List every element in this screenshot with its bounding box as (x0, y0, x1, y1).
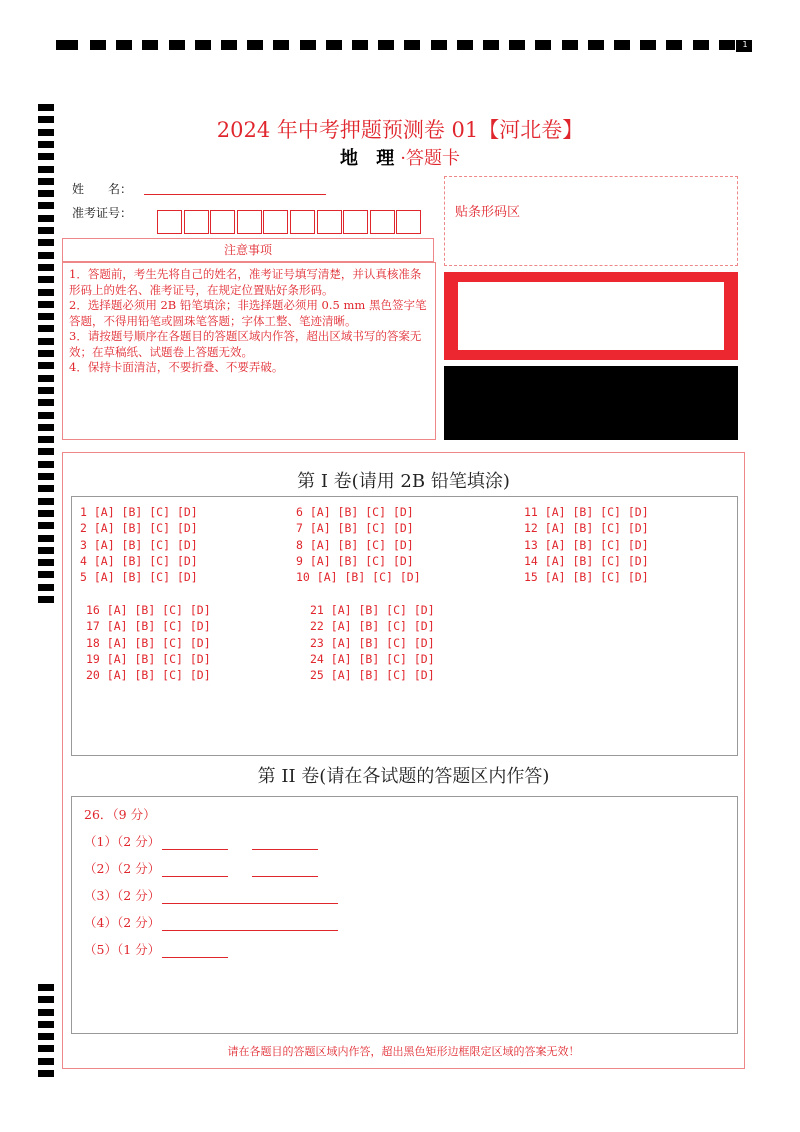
question-number: 22 (310, 619, 331, 634)
answer-options[interactable]: [A] [B] [C] [D] (309, 505, 414, 519)
timing-mark (457, 40, 473, 50)
choice-question[interactable] (524, 538, 649, 552)
choice-question[interactable] (80, 521, 198, 535)
question-number: 13 (524, 537, 545, 552)
red-frame-block (444, 272, 738, 360)
choice-question[interactable] (296, 521, 414, 535)
timing-mark (38, 313, 54, 320)
choice-question[interactable] (296, 554, 414, 568)
timing-mark (640, 40, 656, 50)
timing-mark (38, 448, 54, 455)
answer-blank[interactable] (162, 945, 228, 958)
timing-mark (38, 510, 54, 517)
timing-mark (38, 215, 54, 222)
timing-mark (38, 338, 54, 345)
answer-options[interactable]: [A] [B] [C] [D] (544, 553, 649, 568)
subject-line (0, 144, 800, 170)
answer-options[interactable]: [A] [B] [C] [D] (330, 603, 435, 617)
exam-title: 2024 年中考押题预测卷 01【河北卷】 (216, 118, 584, 142)
choice-question[interactable] (86, 652, 211, 666)
timing-mark (38, 473, 54, 480)
timing-mark (483, 40, 499, 50)
timing-mark (38, 984, 54, 991)
timing-mark (562, 40, 578, 50)
id-digit-box[interactable] (290, 210, 315, 234)
timing-mark (38, 1070, 54, 1077)
answer-blank[interactable] (162, 837, 228, 850)
question-number: 20 (86, 668, 107, 683)
choice-question[interactable] (296, 538, 414, 552)
question-number: 4 (80, 553, 94, 568)
timing-mark (614, 40, 630, 50)
part-label: （4）（2 分） (84, 915, 161, 930)
timing-mark (38, 190, 54, 197)
choice-question[interactable] (524, 505, 649, 519)
timing-mark (247, 40, 263, 50)
timing-mark (38, 350, 54, 357)
part-2 (84, 859, 318, 877)
answer-options[interactable]: [A] [B] [C] [D] (544, 521, 649, 536)
notice-item: 2．选择题必须用 2B 铅笔填涂；非选择题必须用 0.5 mm 黑色签字笔答题，不得用铅笔或圆珠笔答题；字体工整、笔迹清晰。 (69, 298, 427, 328)
notice-item: 4．保持卡面清洁，不要折叠、不要弄破。 (69, 360, 284, 374)
id-digit-box[interactable] (263, 210, 288, 234)
section2-title: 第 II 卷(请在各试题的答题区内作答) (257, 766, 550, 787)
question-number: 15 (524, 570, 545, 585)
question-26: 26．（9 分） (84, 807, 156, 822)
page-number: 1 (742, 40, 748, 49)
answer-options[interactable]: [A] [B] [C] [D] (106, 603, 211, 617)
timing-mark (38, 276, 54, 283)
question-number: 25 (310, 668, 331, 683)
answer-options[interactable]: [A] [B] [C] [D] (93, 570, 198, 585)
timing-mark (56, 40, 78, 50)
notice-box (62, 262, 436, 440)
notice-item: 1．答题前，考生先将自己的姓名，准考证号填写清楚，并认真核准条形码上的姓名、准考证号，在规定位置贴好条形码。 (69, 267, 422, 297)
id-digit-box[interactable] (317, 210, 342, 234)
answer-options[interactable]: [A] [B] [C] [D] (93, 505, 198, 519)
answer-blank[interactable] (252, 864, 318, 877)
notice-title: 注意事项 (62, 238, 434, 262)
timing-mark (38, 104, 54, 111)
timing-mark (38, 485, 54, 492)
answer-options[interactable]: [A] [B] [C] [D] (544, 570, 649, 585)
timing-mark (38, 1045, 54, 1052)
question-number: 19 (86, 651, 107, 666)
footer-warning: 请在各题目的答题区域内作答，超出黑色矩形边框限定区域的答案无效！ (227, 1045, 580, 1058)
timing-mark (693, 40, 709, 50)
answer-blank[interactable] (162, 864, 228, 877)
answer-blank[interactable] (162, 891, 338, 904)
timing-mark (221, 40, 237, 50)
barcode-label: 贴条形码区 (455, 205, 521, 220)
timing-mark (509, 40, 525, 50)
id-digit-box[interactable] (157, 210, 182, 234)
answer-options[interactable]: [A] [B] [C] [D] (309, 537, 414, 552)
timing-mark (38, 559, 54, 566)
timing-mark (719, 40, 735, 50)
timing-mark (38, 178, 54, 185)
question-number: 16 (86, 603, 107, 617)
choice-question[interactable] (80, 538, 198, 552)
choice-question[interactable] (80, 554, 198, 568)
timing-mark (38, 289, 54, 296)
part-1 (84, 832, 318, 850)
timing-mark (38, 252, 54, 259)
id-digit-box[interactable] (210, 210, 235, 234)
question-number: 5 (80, 570, 94, 585)
question-number: 10 (296, 570, 317, 585)
barcode-area (444, 176, 738, 266)
question-number: 1 (80, 505, 94, 519)
notice-item: 3．请按题号顺序在各题目的答题区域内作答，超出区域书写的答案无效；在草稿纸、试题卷上答题无效。 (69, 329, 422, 359)
choice-question[interactable] (524, 554, 649, 568)
timing-mark (38, 412, 54, 419)
answer-options[interactable]: [A] [B] [C] [D] (316, 570, 421, 585)
timing-mark (326, 40, 342, 50)
timing-mark (38, 436, 54, 443)
question-number: 9 (296, 553, 310, 568)
timing-mark (38, 535, 54, 542)
timing-mark (142, 40, 158, 50)
part-label: （2）（2 分） (84, 861, 161, 876)
answer-options[interactable]: [A] [B] [C] [D] (106, 619, 211, 634)
timing-mark (352, 40, 368, 50)
answer-options[interactable]: [A] [B] [C] [D] (330, 668, 435, 683)
id-digit-box[interactable] (396, 210, 421, 234)
answer-options[interactable]: [A] [B] [C] [D] (330, 651, 435, 666)
name-label: 姓 名： (72, 182, 133, 196)
choice-question[interactable] (86, 668, 211, 682)
part-label: （1）（2 分） (84, 834, 161, 849)
timing-mark (431, 40, 447, 50)
timing-mark (195, 40, 211, 50)
question-number: 23 (310, 635, 331, 650)
part-label: （3）（2 分） (84, 888, 161, 903)
choice-question[interactable] (296, 570, 421, 584)
question-number: 24 (310, 651, 331, 666)
id-digit-box[interactable] (184, 210, 209, 234)
choice-question[interactable] (86, 603, 211, 617)
answer-options[interactable]: [A] [B] [C] [D] (106, 668, 211, 683)
answer-options[interactable]: [A] [B] [C] [D] (309, 553, 414, 568)
timing-mark (38, 571, 54, 578)
part-4 (84, 913, 338, 931)
timing-mark (378, 40, 394, 50)
timing-mark (38, 1033, 54, 1040)
question-number: 7 (296, 521, 310, 536)
timing-mark (38, 1058, 54, 1065)
question-number: 8 (296, 537, 310, 552)
answer-options[interactable]: [A] [B] [C] [D] (330, 635, 435, 650)
section1-title: 第 I 卷(请用 2B 铅笔填涂) (297, 471, 510, 492)
answer-options[interactable]: [A] [B] [C] [D] (106, 635, 211, 650)
timing-mark (38, 996, 54, 1003)
part-label: （5）（1 分） (84, 942, 161, 957)
question-number: 14 (524, 553, 545, 568)
choice-question[interactable] (310, 603, 435, 617)
part-3 (84, 886, 338, 904)
timing-mark (38, 375, 54, 382)
timing-mark (116, 40, 132, 50)
question-number: 17 (86, 619, 107, 634)
timing-mark (38, 584, 54, 591)
choice-question[interactable] (296, 505, 414, 519)
choice-question[interactable] (310, 636, 435, 650)
timing-mark (38, 239, 54, 246)
timing-mark (273, 40, 289, 50)
timing-mark (38, 202, 54, 209)
answer-blank[interactable] (252, 837, 318, 850)
answer-options[interactable]: [A] [B] [C] [D] (93, 521, 198, 536)
black-block (444, 366, 738, 440)
question-number: 11 (524, 505, 545, 519)
question-number: 21 (310, 603, 331, 617)
id-digit-box[interactable] (237, 210, 262, 234)
timing-mark (169, 40, 185, 50)
timing-mark (38, 424, 54, 431)
answer-options[interactable]: [A] [B] [C] [D] (93, 553, 198, 568)
answer-blank[interactable] (162, 918, 338, 931)
answer-options[interactable]: [A] [B] [C] [D] (330, 619, 435, 634)
timing-mark (38, 301, 54, 308)
id-digit-box[interactable] (370, 210, 395, 234)
timing-mark (38, 461, 54, 468)
timing-mark (38, 387, 54, 394)
question-number: 3 (80, 537, 94, 552)
choice-question[interactable] (86, 619, 211, 633)
timing-mark (38, 596, 54, 603)
question-number: 6 (296, 505, 310, 519)
choice-question[interactable] (310, 619, 435, 633)
choice-question[interactable] (310, 668, 435, 682)
question-number: 18 (86, 635, 107, 650)
timing-mark (38, 1009, 54, 1016)
choice-question[interactable] (310, 652, 435, 666)
answer-options[interactable]: [A] [B] [C] [D] (106, 651, 211, 666)
timing-mark (38, 547, 54, 554)
timing-mark (38, 1021, 54, 1028)
choice-question[interactable] (524, 570, 649, 584)
id-digit-box[interactable] (343, 210, 368, 234)
timing-mark (38, 325, 54, 332)
timing-mark (90, 40, 106, 50)
choice-question[interactable] (80, 505, 198, 519)
answer-options[interactable]: [A] [B] [C] [D] (544, 537, 649, 552)
timing-mark (535, 40, 551, 50)
timing-mark (38, 264, 54, 271)
answer-options[interactable]: [A] [B] [C] [D] (544, 505, 649, 519)
timing-mark (588, 40, 604, 50)
timing-mark (38, 498, 54, 505)
id-label: 准考证号： (72, 206, 133, 220)
choice-question[interactable] (524, 521, 649, 535)
essay-box (71, 796, 738, 1034)
name-field[interactable] (144, 180, 326, 195)
subject: 地 理 (339, 148, 401, 169)
choice-box (71, 496, 738, 756)
part-5 (84, 940, 228, 958)
timing-mark (38, 522, 54, 529)
choice-question[interactable] (80, 570, 198, 584)
timing-mark (38, 362, 54, 369)
card-label: ·答题卡 (400, 148, 460, 169)
question-number: 2 (80, 521, 94, 536)
timing-mark (300, 40, 316, 50)
choice-question[interactable] (86, 636, 211, 650)
timing-mark (38, 399, 54, 406)
timing-mark (38, 227, 54, 234)
question-number: 12 (524, 521, 545, 536)
answer-options[interactable]: [A] [B] [C] [D] (309, 521, 414, 536)
timing-mark (404, 40, 420, 50)
answer-options[interactable]: [A] [B] [C] [D] (93, 537, 198, 552)
timing-mark (666, 40, 682, 50)
